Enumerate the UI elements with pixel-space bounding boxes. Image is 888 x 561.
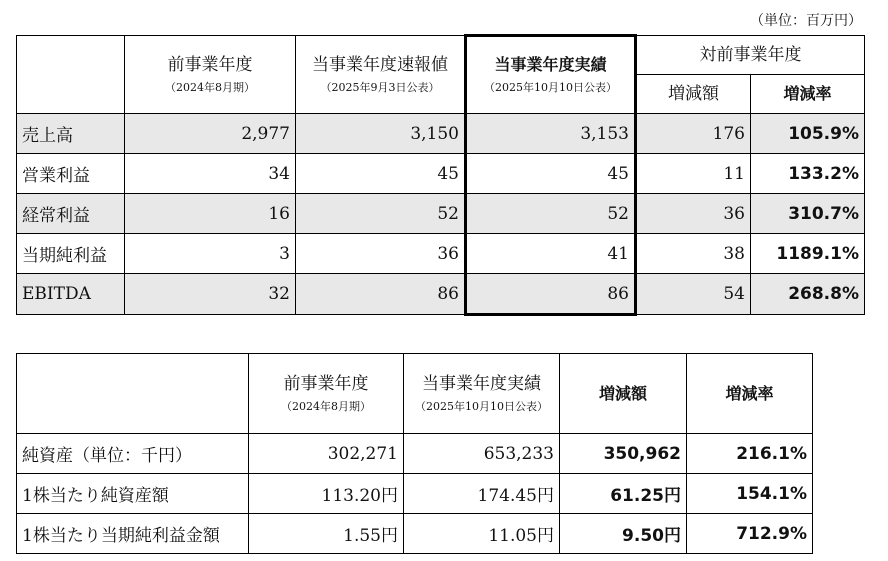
actual-value: 11.05円 xyxy=(404,514,560,554)
diff-value: 38 xyxy=(636,234,751,274)
results-comparison-table xyxy=(16,34,865,316)
table-row xyxy=(17,154,865,194)
diff-value: 350,962 xyxy=(560,434,687,474)
rate-value: 154.1% xyxy=(687,474,813,514)
diff-value: 61.25円 xyxy=(560,474,687,514)
diff-value: 176 xyxy=(636,114,751,154)
table-row xyxy=(17,434,813,474)
unit-note: （単位：百万円） xyxy=(750,13,862,29)
row-label: 純資産（単位：千円） xyxy=(17,434,249,474)
header-change-amount: 増減額 xyxy=(560,354,687,434)
header-change-rate: 増減率 xyxy=(751,75,865,114)
row-label: 1株当たり純資産額 xyxy=(17,474,249,514)
table-row xyxy=(17,114,865,154)
prev-value: 113.20円 xyxy=(249,474,404,514)
actual-value: 52 xyxy=(466,194,636,234)
flash-value: 52 xyxy=(296,194,466,234)
header-flash: 当事業年度速報値 （2025年9月3日公表） xyxy=(296,36,466,114)
diff-value: 36 xyxy=(636,194,751,234)
rate-value: 712.9% xyxy=(687,514,813,554)
header-actual: 当事業年度実績 （2025年10月10日公表） xyxy=(466,36,636,114)
rate-value: 133.2% xyxy=(751,154,865,194)
prev-value: 32 xyxy=(125,274,296,315)
header-empty-cell xyxy=(17,36,125,114)
row-label: 1株当たり当期純利益金額 xyxy=(17,514,249,554)
header-vs-prev: 対前事業年度 xyxy=(636,36,865,75)
table-row xyxy=(17,274,865,315)
row-label: 当期純利益 xyxy=(17,234,125,274)
rate-value: 1189.1% xyxy=(751,234,865,274)
diff-value: 9.50円 xyxy=(560,514,687,554)
flash-value: 36 xyxy=(296,234,466,274)
prev-value: 302,271 xyxy=(249,434,404,474)
actual-value: 174.45円 xyxy=(404,474,560,514)
prev-value: 3 xyxy=(125,234,296,274)
prev-value: 1.55円 xyxy=(249,514,404,554)
row-label: EBITDA xyxy=(17,274,125,315)
header-change-amount: 増減額 xyxy=(636,75,751,114)
actual-value: 86 xyxy=(466,274,636,315)
rate-value: 105.9% xyxy=(751,114,865,154)
table-row xyxy=(17,474,813,514)
actual-value: 3,153 xyxy=(466,114,636,154)
actual-value: 653,233 xyxy=(404,434,560,474)
header-prev-year: 前事業年度 （2024年8月期） xyxy=(125,36,296,114)
flash-value: 86 xyxy=(296,274,466,315)
actual-value: 41 xyxy=(466,234,636,274)
header-prev-year: 前事業年度 （2024年8月期） xyxy=(249,354,404,434)
flash-value: 3,150 xyxy=(296,114,466,154)
prev-value: 34 xyxy=(125,154,296,194)
header-empty-cell xyxy=(17,354,249,434)
table-row xyxy=(17,514,813,554)
row-label: 営業利益 xyxy=(17,154,125,194)
header-actual: 当事業年度実績 （2025年10月10日公表） xyxy=(404,354,560,434)
prev-value: 2,977 xyxy=(125,114,296,154)
row-label: 売上高 xyxy=(17,114,125,154)
prev-value: 16 xyxy=(125,194,296,234)
flash-value: 45 xyxy=(296,154,466,194)
diff-value: 54 xyxy=(636,274,751,315)
header-change-rate: 増減率 xyxy=(687,354,813,434)
rate-value: 310.7% xyxy=(751,194,865,234)
net-assets-table xyxy=(16,353,813,554)
diff-value: 11 xyxy=(636,154,751,194)
row-label: 経常利益 xyxy=(17,194,125,234)
rate-value: 268.8% xyxy=(751,274,865,315)
table-row xyxy=(17,234,865,274)
rate-value: 216.1% xyxy=(687,434,813,474)
actual-value: 45 xyxy=(466,154,636,194)
table-row xyxy=(17,194,865,234)
